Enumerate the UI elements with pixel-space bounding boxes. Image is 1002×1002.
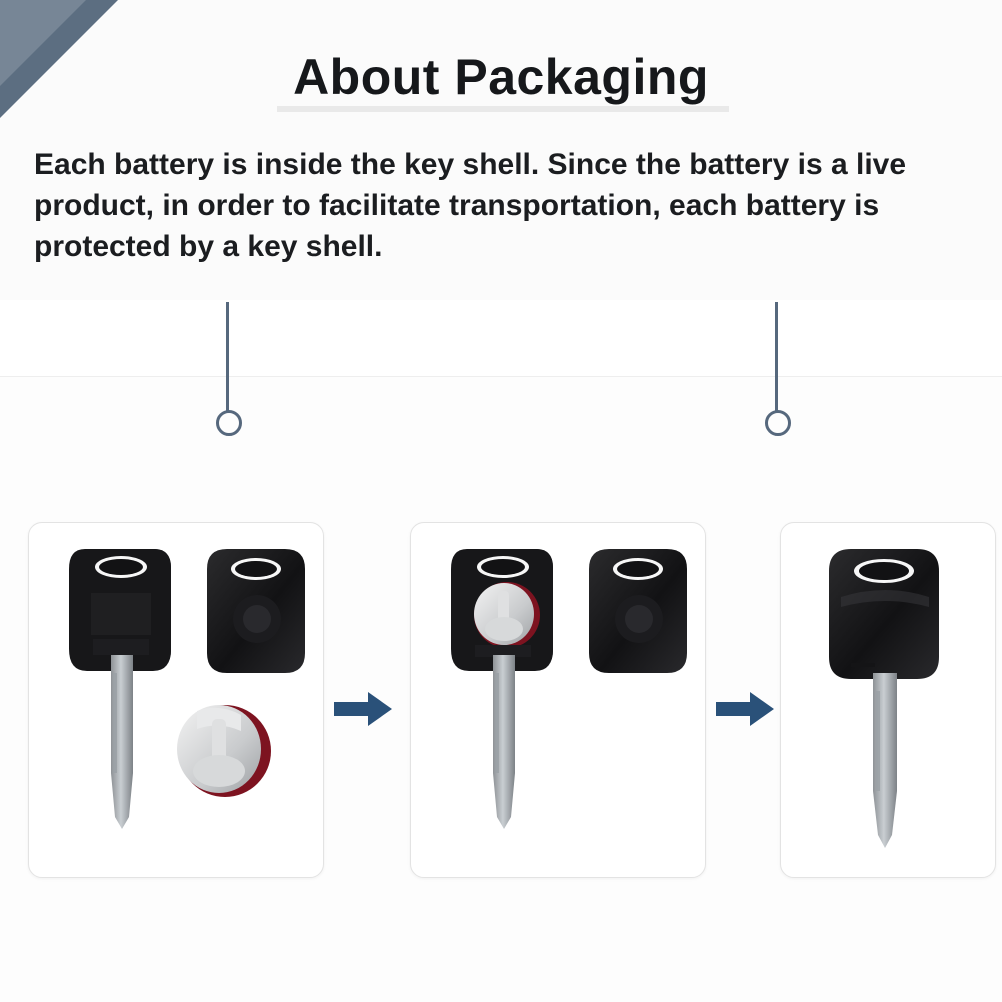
intro-paragraph: Each battery is inside the key shell. Since the battery is a live product, in order to facilitate transportation, each battery is protected by a key shell.	[34, 148, 907, 263]
assembled-key-icon	[829, 549, 939, 848]
key-shell-with-battery-icon	[451, 549, 553, 829]
title-highlight-bar	[277, 106, 729, 112]
step-1-illustration	[29, 523, 323, 877]
steps-row	[0, 516, 1002, 882]
callout-line-left	[226, 302, 229, 414]
callout-dot-right	[765, 410, 791, 436]
key-shell-back-icon	[207, 549, 305, 673]
step-3-illustration	[781, 523, 995, 877]
step-card-2	[410, 522, 706, 878]
page-title: About Packaging	[293, 49, 709, 105]
arrow-step-1-to-2	[334, 692, 392, 726]
header-band	[0, 0, 1002, 301]
step-2-illustration	[411, 523, 705, 877]
arrow-step-2-to-3	[716, 692, 774, 726]
footer-space	[0, 884, 1002, 1002]
divider-strip	[0, 300, 1002, 377]
key-shell-back-icon	[589, 549, 687, 673]
callout-line-right	[775, 302, 778, 414]
step-card-1	[28, 522, 324, 878]
coin-battery-icon	[177, 705, 271, 797]
step-card-3	[780, 522, 996, 878]
key-shell-front-icon	[69, 549, 171, 829]
callout-dot-left	[216, 410, 242, 436]
